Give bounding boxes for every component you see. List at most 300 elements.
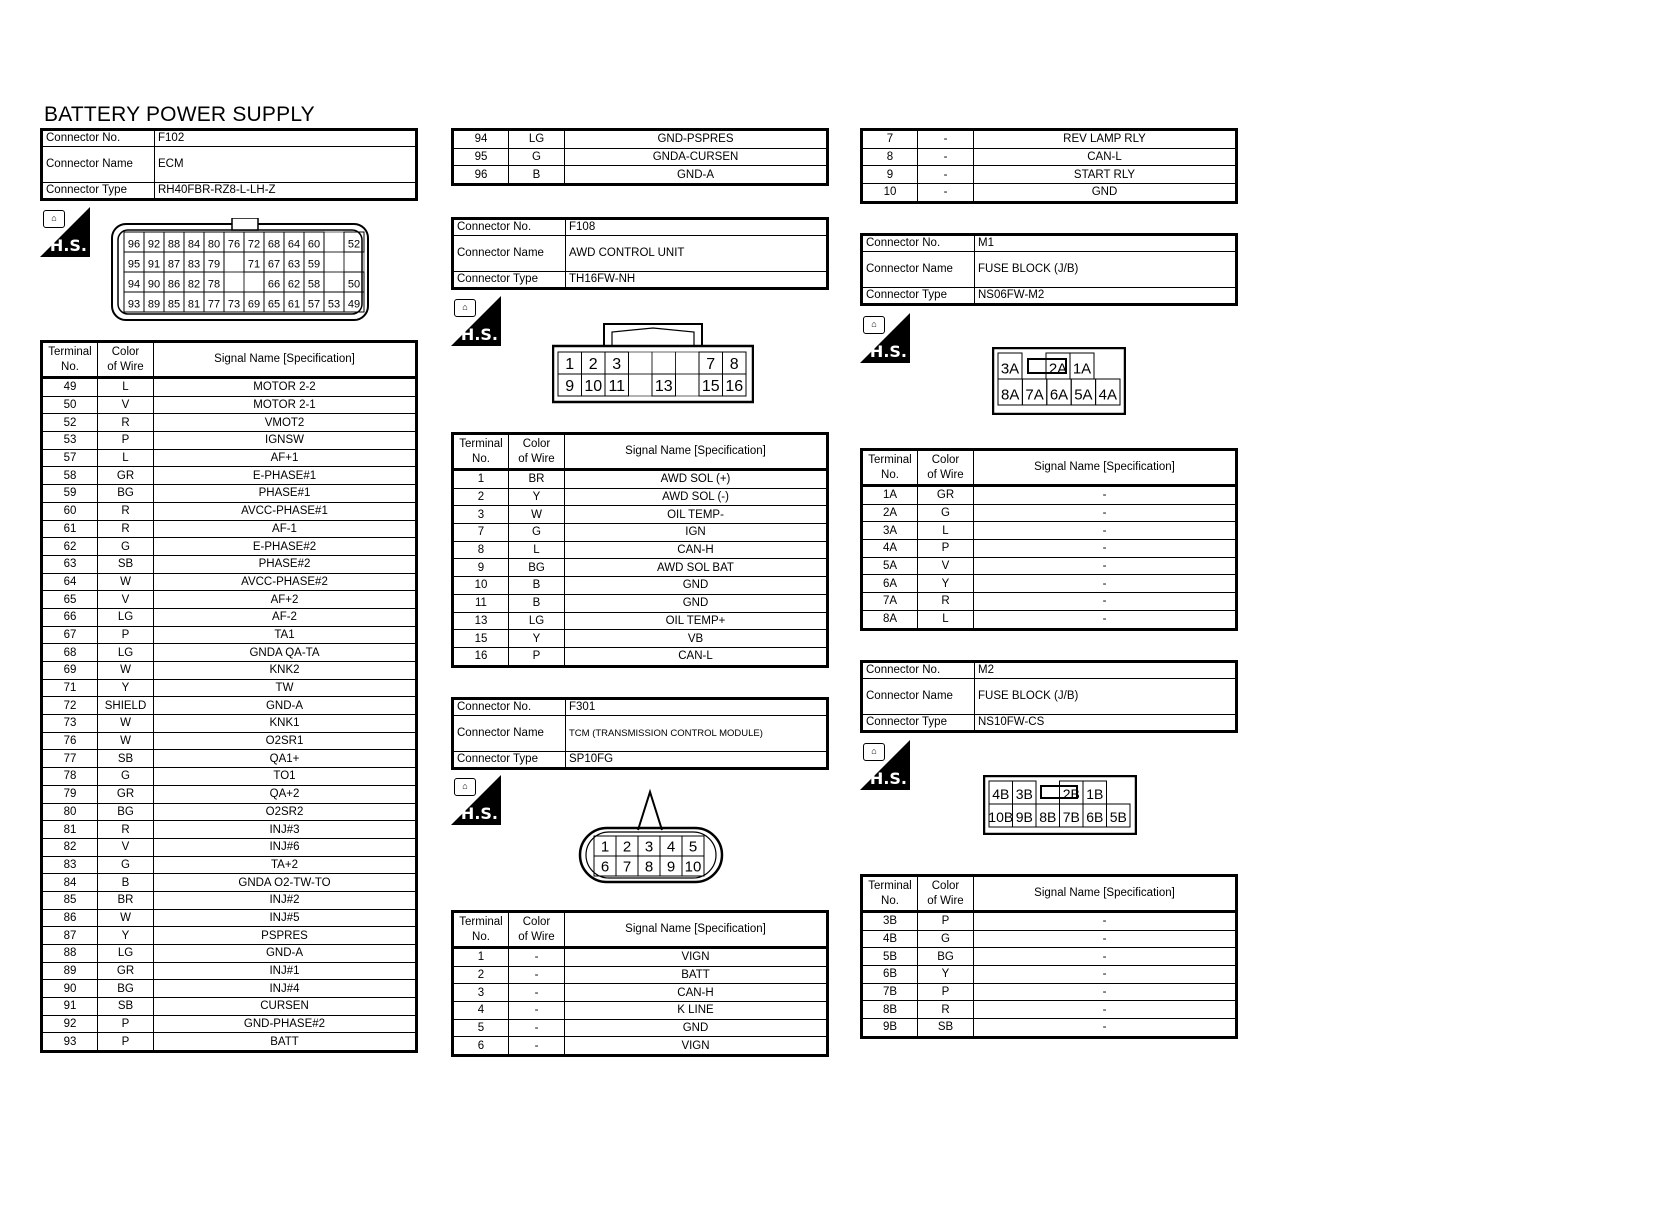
pin-label: 94: [127, 278, 141, 291]
terminal-no-cell: 53: [42, 432, 98, 450]
pin-label: 92: [147, 238, 161, 251]
table-row: [453, 1019, 828, 1037]
signal-name-cell: IGN: [565, 524, 828, 542]
wire-color-cell: -: [509, 948, 565, 967]
wire-color-cell: -: [509, 966, 565, 984]
terminal-no-cell: 92: [42, 1015, 98, 1033]
m2-connector-face: [983, 775, 1137, 835]
pin-label: 62: [287, 278, 301, 291]
pin-cavity: [629, 352, 653, 374]
terminal-no-cell: 6A: [862, 575, 918, 593]
wire-color-cell: -: [509, 1037, 565, 1056]
connector-no-label: Connector No.: [453, 219, 566, 236]
terminal-no-cell: 85: [42, 891, 98, 909]
signal-name-header: Signal Name [Specification]: [565, 434, 828, 470]
harness-side-icon: ⌂: [454, 778, 476, 796]
pin-label: 93: [127, 298, 141, 311]
terminal-no-cell: 59: [42, 485, 98, 503]
terminal-no-cell: 9: [862, 166, 918, 184]
signal-name-cell: GND-A: [154, 945, 417, 963]
table-row: [42, 378, 417, 397]
terminal-no-cell: 8: [453, 541, 509, 559]
signal-name-cell: INJ#5: [154, 909, 417, 927]
pin-cavity: [324, 232, 344, 252]
color-of-wire-header: Color of Wire: [509, 912, 565, 948]
signal-name-cell: -: [974, 486, 1237, 505]
pin-label: 49: [347, 298, 361, 311]
terminal-no-cell: 8A: [862, 610, 918, 629]
table-row: [453, 470, 828, 489]
pin-label: 8: [644, 858, 654, 876]
signal-name-cell: GND: [565, 577, 828, 595]
signal-name-cell: AWD SOL BAT: [565, 559, 828, 577]
f301-connector-face: [578, 788, 724, 884]
table-row: [453, 630, 828, 648]
pin-cavity: [224, 272, 244, 292]
table-row: [862, 983, 1237, 1001]
terminal-no-cell: 1: [453, 470, 509, 489]
table-row: [42, 768, 417, 786]
signal-name-cell: INJ#4: [154, 980, 417, 998]
terminal-no-cell: 65: [42, 591, 98, 609]
signal-name-cell: PHASE#2: [154, 555, 417, 573]
signal-name-cell: -: [974, 930, 1237, 948]
pin-label: 15: [701, 378, 720, 396]
terminal-no-cell: 52: [42, 414, 98, 432]
signal-name-cell: -: [974, 540, 1237, 558]
wire-color-cell: GR: [98, 785, 154, 803]
connector-name-label: Connector Name: [453, 236, 566, 272]
connector-no-label: Connector No.: [862, 662, 975, 679]
pin-label: 86: [167, 278, 181, 291]
connector-name-label: Connector Name: [862, 252, 975, 288]
terminal-no-cell: 13: [453, 612, 509, 630]
wire-color-cell: Y: [98, 679, 154, 697]
pin-label: 7: [622, 858, 632, 876]
table-row: [42, 927, 417, 945]
pin-label: 69: [247, 298, 261, 311]
wire-color-cell: R: [98, 821, 154, 839]
terminal-no-cell: 60: [42, 502, 98, 520]
signal-name-cell: -: [974, 1019, 1237, 1038]
f301-connector-name: TCM (TRANSMISSION CONTROL MODULE): [566, 716, 828, 752]
signal-name-cell: -: [974, 966, 1237, 984]
m1-info-table: [860, 233, 1238, 306]
wire-color-cell: G: [98, 856, 154, 874]
harness-side-icon: ⌂: [863, 316, 885, 334]
pin-label: 16: [725, 378, 744, 396]
m2-connector-no: M2: [975, 662, 1237, 679]
terminal-no-cell: 50: [42, 396, 98, 414]
table-row: [862, 184, 1237, 203]
wire-color-cell: LG: [98, 608, 154, 626]
harness-side-icon: ⌂: [43, 210, 65, 228]
terminal-no-cell: 10: [453, 577, 509, 595]
terminal-no-cell: 8B: [862, 1001, 918, 1019]
f102-terminal-table-continued: [451, 128, 829, 186]
column-3-f301-continuation: [860, 128, 1238, 204]
table-row: [862, 593, 1237, 611]
f108-info-table: [451, 217, 829, 290]
wire-color-cell: R: [98, 520, 154, 538]
column-2-f102-continuation: [451, 128, 829, 186]
pin-label: 90: [147, 278, 161, 291]
signal-name-cell: INJ#1: [154, 962, 417, 980]
pin-label: 4B: [992, 785, 1010, 802]
wire-color-cell: Y: [98, 927, 154, 945]
table-row: [42, 414, 417, 432]
signal-name-cell: OIL TEMP+: [565, 612, 828, 630]
wire-color-cell: W: [98, 909, 154, 927]
pin-label: 6A: [1049, 386, 1069, 404]
signal-name-cell: AF+2: [154, 591, 417, 609]
signal-name-cell: KNK1: [154, 715, 417, 733]
signal-name-cell: -: [974, 983, 1237, 1001]
pin-label: 2A: [1048, 360, 1068, 378]
wire-color-cell: -: [918, 166, 974, 184]
table-row: [42, 1033, 417, 1052]
f108-info: [451, 217, 829, 290]
wire-color-cell: GR: [98, 962, 154, 980]
table-row: [862, 486, 1237, 505]
pin-label: 9: [666, 858, 676, 876]
m2-terminals: [860, 874, 1238, 1039]
connector-type-label: Connector Type: [453, 272, 566, 289]
f301-terminal-table: [451, 910, 829, 1057]
m2-info-table: [860, 660, 1238, 733]
signal-name-cell: E-PHASE#1: [154, 467, 417, 485]
pin-label: 3B: [1015, 785, 1033, 802]
pin-cavity: [324, 252, 344, 272]
pin-label: 13: [654, 378, 673, 396]
wire-color-cell: R: [918, 593, 974, 611]
pin-label: 8A: [1001, 386, 1020, 404]
wire-color-cell: G: [509, 524, 565, 542]
pin-cavity: [629, 374, 653, 396]
connector-type-label: Connector Type: [862, 715, 975, 732]
f102-connector-name: ECM: [155, 147, 417, 183]
terminal-no-cell: 93: [42, 1033, 98, 1052]
pin-cavity: [652, 352, 676, 374]
pin-label: 7B: [1062, 808, 1080, 825]
table-row: [42, 432, 417, 450]
signal-name-cell: REV LAMP RLY: [974, 130, 1237, 149]
terminal-no-cell: 64: [42, 573, 98, 591]
signal-name-cell: VIGN: [565, 1037, 828, 1056]
terminal-no-cell: 4: [453, 1002, 509, 1020]
wire-color-cell: P: [918, 912, 974, 931]
terminal-no-header: Terminal No.: [862, 876, 918, 912]
pin-label: 2: [588, 356, 598, 374]
terminal-no-cell: 7: [453, 524, 509, 542]
terminal-no-cell: 3: [453, 506, 509, 524]
pin-label: 10: [584, 378, 603, 396]
page-title: BATTERY POWER SUPPLY: [44, 103, 315, 126]
signal-name-cell: AF-2: [154, 608, 417, 626]
pin-label: 71: [247, 258, 261, 271]
signal-name-cell: O2SR2: [154, 803, 417, 821]
table-row: [862, 575, 1237, 593]
m1-terminal-table: [860, 448, 1238, 631]
column-1: [40, 128, 418, 201]
table-row: [453, 488, 828, 506]
signal-name-cell: O2SR1: [154, 732, 417, 750]
f301-connector-type: SP10FG: [566, 752, 828, 769]
table-row: [42, 838, 417, 856]
color-of-wire-header: Color of Wire: [509, 434, 565, 470]
color-of-wire-header: Color of Wire: [918, 450, 974, 486]
wire-color-cell: G: [918, 930, 974, 948]
table-row: [42, 874, 417, 892]
terminal-no-cell: 1A: [862, 486, 918, 505]
table-row: [862, 912, 1237, 931]
wire-color-cell: Y: [509, 488, 565, 506]
signal-name-cell: INJ#2: [154, 891, 417, 909]
pin-label: 60: [307, 238, 321, 251]
signal-name-cell: VB: [565, 630, 828, 648]
pin-label: 72: [247, 238, 261, 251]
f301-info: [451, 697, 829, 770]
pin-label: 1B: [1086, 785, 1104, 802]
wire-color-cell: B: [509, 166, 565, 185]
table-row: [453, 559, 828, 577]
wire-color-cell: W: [98, 573, 154, 591]
table-row: [42, 520, 417, 538]
pin-label: 65: [267, 298, 281, 311]
pin-cavity: [344, 252, 364, 272]
table-row: [453, 166, 828, 185]
pin-cavity: [324, 272, 344, 292]
pin-label: 61: [287, 298, 301, 311]
wire-color-cell: B: [98, 874, 154, 892]
hs-badge-f301: ⌂ H.S.: [451, 775, 501, 825]
terminal-no-header: Terminal No.: [42, 342, 98, 378]
terminal-no-cell: 16: [453, 647, 509, 666]
signal-name-cell: PSPRES: [154, 927, 417, 945]
wire-color-cell: LG: [98, 945, 154, 963]
wire-color-cell: LG: [509, 130, 565, 149]
connector-name-label: Connector Name: [453, 716, 566, 752]
pin-cavity: [676, 374, 700, 396]
signal-name-header: Signal Name [Specification]: [154, 342, 417, 378]
f108-terminals: [451, 432, 829, 668]
terminal-no-cell: 6: [453, 1037, 509, 1056]
table-row: [42, 467, 417, 485]
table-row: [42, 626, 417, 644]
wire-color-cell: Y: [918, 575, 974, 593]
wire-color-cell: P: [918, 983, 974, 1001]
wire-color-cell: Y: [509, 630, 565, 648]
wire-color-cell: SHIELD: [98, 697, 154, 715]
wire-color-cell: BG: [98, 980, 154, 998]
table-row: [453, 1002, 828, 1020]
terminal-no-cell: 69: [42, 662, 98, 680]
signal-name-cell: GND-A: [565, 166, 828, 185]
signal-name-cell: PHASE#1: [154, 485, 417, 503]
pin-label: 63: [287, 258, 301, 271]
terminal-no-cell: 73: [42, 715, 98, 733]
table-row: [42, 697, 417, 715]
pin-label: 68: [267, 238, 281, 251]
terminal-no-cell: 1: [453, 948, 509, 967]
table-row: [453, 541, 828, 559]
signal-name-cell: -: [974, 1001, 1237, 1019]
pin-label: 7A: [1025, 386, 1044, 404]
pin-label: 52: [347, 238, 361, 251]
pin-label: 57: [307, 298, 321, 311]
signal-name-cell: -: [974, 522, 1237, 540]
wire-color-cell: -: [509, 1002, 565, 1020]
terminal-no-cell: 5B: [862, 948, 918, 966]
pin-label: 89: [147, 298, 161, 311]
pin-label: 76: [227, 238, 241, 251]
signal-name-cell: GNDA O2-TW-TO: [154, 874, 417, 892]
table-row: [862, 540, 1237, 558]
terminal-no-cell: 7: [862, 130, 918, 149]
pin-label: 58: [307, 278, 321, 291]
terminal-no-cell: 6B: [862, 966, 918, 984]
wire-color-cell: BG: [98, 803, 154, 821]
terminal-no-cell: 63: [42, 555, 98, 573]
terminal-no-cell: 88: [42, 945, 98, 963]
table-row: [453, 1037, 828, 1056]
wire-color-cell: SB: [98, 750, 154, 768]
pin-label: 3: [612, 356, 622, 374]
pin-label: 81: [187, 298, 201, 311]
table-row: [42, 856, 417, 874]
wire-color-cell: -: [509, 1019, 565, 1037]
f102-connector-type: RH40FBR-RZ8-L-LH-Z: [155, 183, 417, 200]
signal-name-cell: TA+2: [154, 856, 417, 874]
pin-label: 83: [187, 258, 201, 271]
wire-color-cell: P: [98, 432, 154, 450]
terminal-no-cell: 79: [42, 785, 98, 803]
signal-name-cell: AF+1: [154, 449, 417, 467]
signal-name-cell: GND: [974, 184, 1237, 203]
signal-name-cell: TO1: [154, 768, 417, 786]
pin-label: 80: [207, 238, 221, 251]
terminal-no-cell: 94: [453, 130, 509, 149]
table-row: [453, 948, 828, 967]
terminal-no-cell: 11: [453, 594, 509, 612]
pin-label: 8B: [1039, 808, 1057, 825]
hs-badge-f108: ⌂ H.S.: [451, 296, 501, 346]
table-row: [453, 506, 828, 524]
pin-label: 9: [565, 378, 575, 396]
pin-label: 78: [207, 278, 221, 291]
pin-label: 3A: [1000, 360, 1020, 378]
terminal-no-cell: 66: [42, 608, 98, 626]
table-row: [42, 449, 417, 467]
wire-color-cell: Y: [918, 966, 974, 984]
terminal-no-header: Terminal No.: [453, 912, 509, 948]
pin-label: 7: [706, 356, 716, 374]
wire-color-cell: BG: [509, 559, 565, 577]
table-row: [862, 130, 1237, 149]
pin-label: 88: [167, 238, 181, 251]
terminal-no-cell: 95: [453, 148, 509, 166]
table-row: [42, 998, 417, 1016]
connector-type-label: Connector Type: [862, 288, 975, 305]
wire-color-cell: B: [509, 577, 565, 595]
signal-name-cell: -: [974, 593, 1237, 611]
wire-color-cell: L: [98, 449, 154, 467]
terminal-no-cell: 7A: [862, 593, 918, 611]
table-row: [42, 555, 417, 573]
f108-connector-face: [552, 322, 754, 404]
terminal-no-cell: 90: [42, 980, 98, 998]
table-row: [42, 573, 417, 591]
f102-connector-face: [110, 218, 372, 324]
pin-label: 3: [644, 838, 654, 856]
table-row: [42, 608, 417, 626]
table-row: [862, 557, 1237, 575]
signal-name-cell: TA1: [154, 626, 417, 644]
table-row: [42, 891, 417, 909]
table-row: [453, 130, 828, 149]
signal-name-cell: CURSEN: [154, 998, 417, 1016]
terminal-no-cell: 2: [453, 966, 509, 984]
m2-terminal-table: [860, 874, 1238, 1039]
wire-color-cell: V: [98, 838, 154, 856]
signal-name-cell: -: [974, 610, 1237, 629]
table-row: [862, 610, 1237, 629]
terminal-no-cell: 68: [42, 644, 98, 662]
table-row: [862, 504, 1237, 522]
pin-label: 9B: [1015, 808, 1033, 825]
signal-name-cell: -: [974, 575, 1237, 593]
pin-label: 77: [207, 298, 221, 311]
table-row: [42, 396, 417, 414]
pin-label: 1: [565, 356, 575, 374]
m1-terminals: [860, 448, 1238, 631]
connector-name-label: Connector Name: [862, 679, 975, 715]
signal-name-cell: AWD SOL (+): [565, 470, 828, 489]
f108-terminal-table: [451, 432, 829, 668]
table-row: [453, 594, 828, 612]
connector-name-label: Connector Name: [42, 147, 155, 183]
table-row: [862, 966, 1237, 984]
f102-info-table: [40, 128, 418, 201]
signal-name-cell: INJ#3: [154, 821, 417, 839]
pin-label: 53: [327, 298, 341, 311]
terminal-no-cell: 3A: [862, 522, 918, 540]
signal-name-cell: BATT: [154, 1033, 417, 1052]
wire-color-cell: -: [509, 984, 565, 1002]
table-row: [862, 166, 1237, 184]
terminal-no-cell: 86: [42, 909, 98, 927]
terminal-no-cell: 4A: [862, 540, 918, 558]
connector-no-label: Connector No.: [42, 130, 155, 147]
table-row: [42, 945, 417, 963]
m2-connector-name: FUSE BLOCK (J/B): [975, 679, 1237, 715]
table-row: [42, 785, 417, 803]
signal-name-cell: QA+2: [154, 785, 417, 803]
wire-color-cell: L: [98, 378, 154, 397]
wire-color-cell: LG: [509, 612, 565, 630]
wire-color-cell: G: [98, 768, 154, 786]
pin-label: 96: [127, 238, 141, 251]
wire-color-cell: -: [918, 184, 974, 203]
terminal-no-cell: 91: [42, 998, 98, 1016]
signal-name-cell: VMOT2: [154, 414, 417, 432]
wire-color-cell: W: [98, 715, 154, 733]
terminal-no-cell: 77: [42, 750, 98, 768]
wire-color-cell: W: [98, 662, 154, 680]
terminal-no-cell: 57: [42, 449, 98, 467]
terminal-no-cell: 5A: [862, 557, 918, 575]
terminal-no-header: Terminal No.: [453, 434, 509, 470]
